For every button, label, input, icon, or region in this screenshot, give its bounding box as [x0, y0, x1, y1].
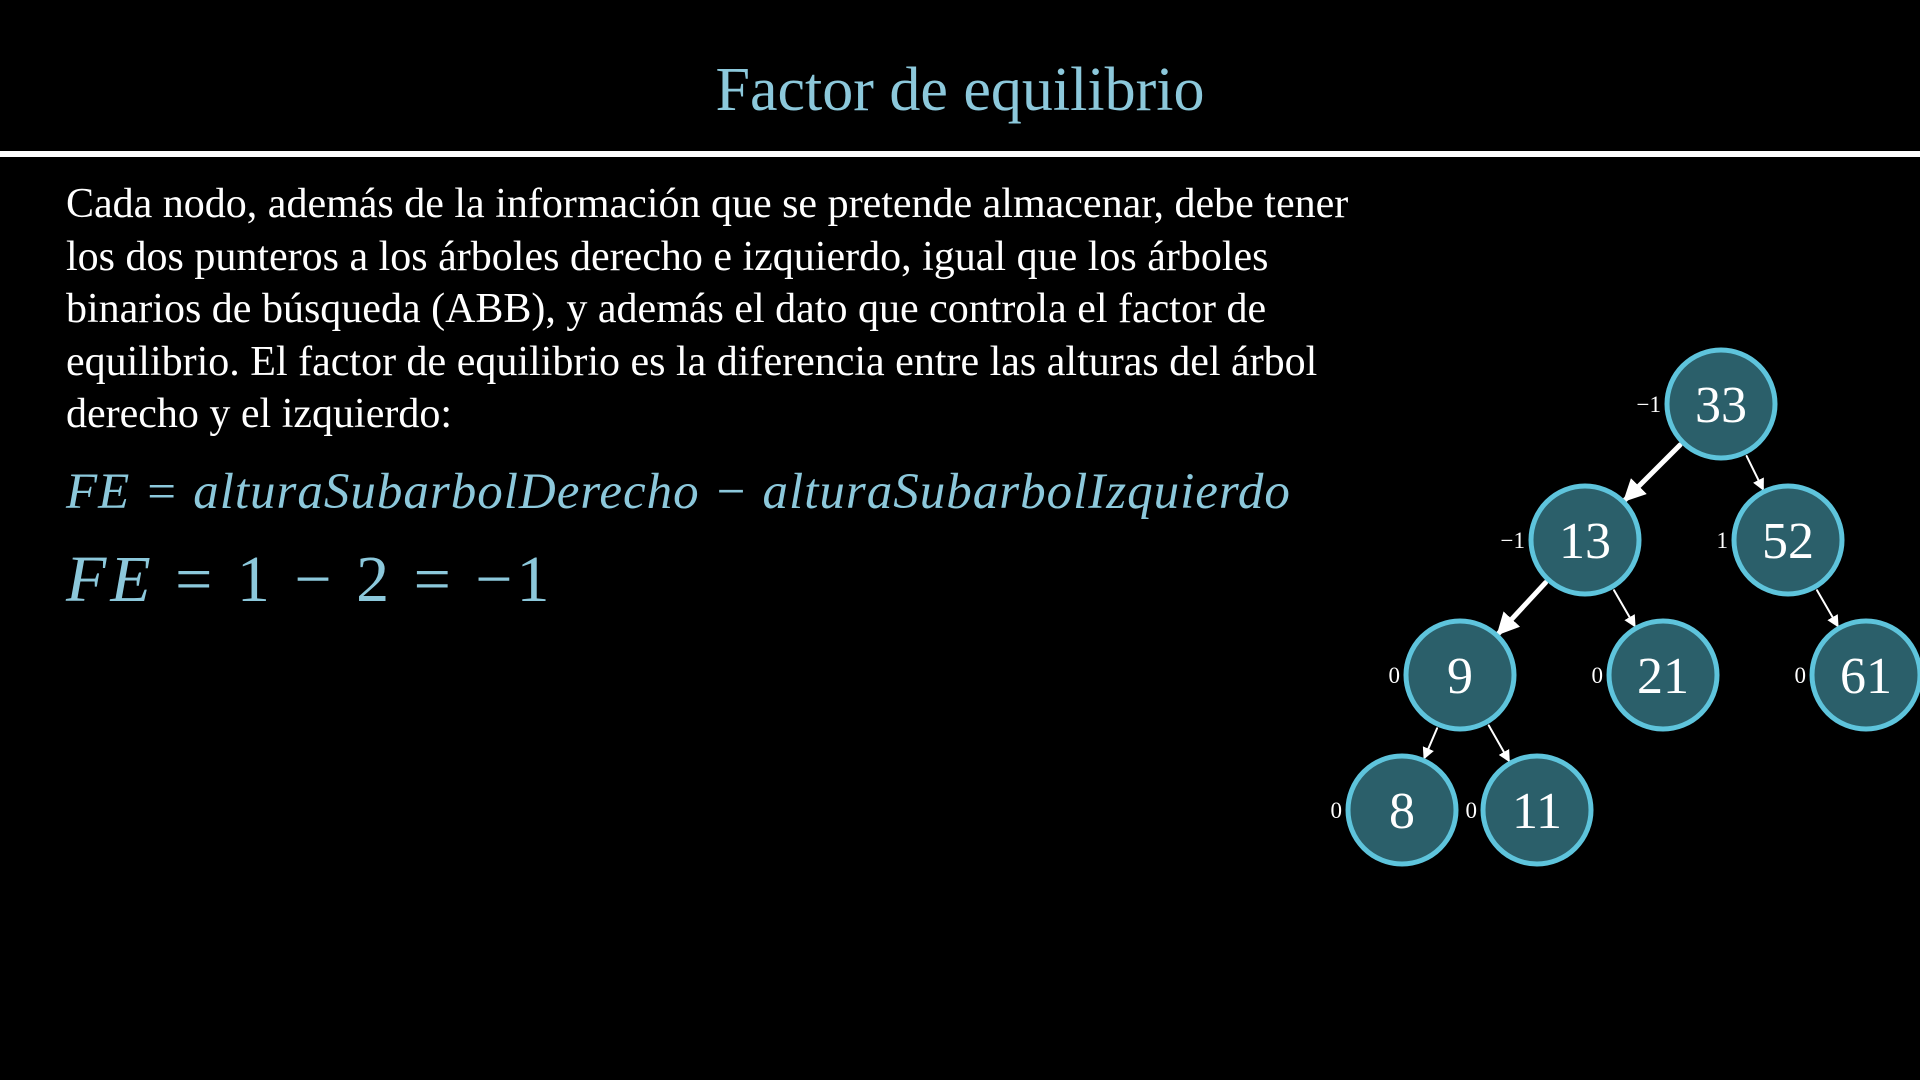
balance-factor-label: 0 [1591, 663, 1603, 688]
tree-node-value: 8 [1389, 783, 1415, 840]
tree-node-value: 9 [1447, 648, 1473, 705]
tree-edge-13-21 [1614, 590, 1635, 626]
slide-title: Factor de equilibrio [715, 56, 1205, 124]
tree-edge-52-61 [1817, 590, 1838, 626]
tree-node-21 [1592, 621, 1718, 729]
paragraph-line-4: equilibrio. El factor de equilibrio es la diferencia entre las alturas del árbol [66, 338, 1318, 385]
tree-node-value: 21 [1637, 648, 1689, 705]
balance-factor-label: 0 [1465, 798, 1477, 823]
tree-edge-9-8 [1424, 728, 1437, 758]
tree-node-13 [1501, 486, 1639, 594]
formula-general: FE = alturaSubarbolDerecho − alturaSubarbolIzquierdo [66, 464, 1291, 520]
tree-edge-33-52 [1747, 456, 1764, 490]
paragraph-line-1: Cada nodo, además de la información que se pretende almacenar, debe tener [66, 181, 1349, 227]
tree-node-value: 11 [1511, 783, 1563, 840]
tree-node-value: 52 [1762, 513, 1814, 570]
tree-node-61 [1795, 621, 1920, 729]
tree-node-value: 13 [1559, 513, 1611, 570]
tree-edge-33-13 [1625, 445, 1680, 500]
tree-edge-9-11 [1489, 725, 1510, 761]
paragraph-line-5: derecho y el izquierdo: [66, 391, 452, 437]
balance-factor-label: 0 [1388, 663, 1400, 688]
balance-factor-label: 0 [1330, 798, 1342, 823]
formula-result-rhs: = 1 − 2 = −1 [154, 543, 554, 616]
paragraph-line-3: binarios de búsqueda (ABB), y además el dato que controla el factor de [66, 286, 1267, 332]
paragraph-line-2: los dos punteros a los árboles derecho e izquierdo, igual que los árboles [66, 233, 1269, 280]
balance-factor-label: −1 [1636, 392, 1661, 417]
tree-node-9 [1389, 621, 1515, 729]
tree-node-value: 33 [1695, 377, 1747, 434]
tree-node-52 [1717, 486, 1843, 594]
balance-factor-label: 1 [1716, 528, 1728, 553]
tree-nodes [1331, 350, 1920, 864]
balance-factor-label: 0 [1794, 663, 1806, 688]
balance-factor-label: −1 [1500, 528, 1525, 553]
tree-node-33 [1637, 350, 1775, 458]
tree-node-8 [1331, 756, 1457, 864]
tree-node-11 [1466, 756, 1592, 864]
formula-result-lhs: FE [66, 543, 155, 616]
tree-node-value: 61 [1840, 648, 1892, 705]
tree-edge-13-9 [1498, 583, 1546, 634]
